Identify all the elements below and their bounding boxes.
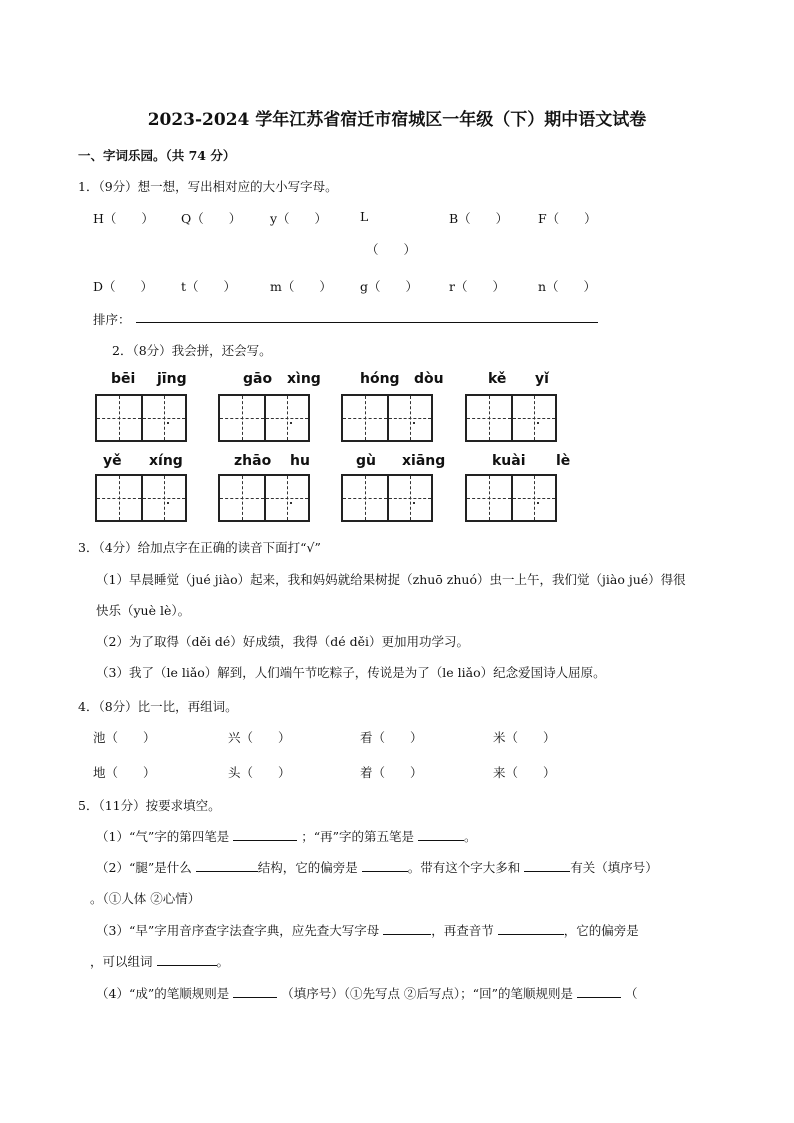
q3-line: （2）为了取得（děi dé）好成绩，我得（dé děi）更加用功学习。 xyxy=(96,634,469,649)
q5-text: （2）“腿”是什么 xyxy=(96,860,192,875)
pinyin: zhāo xyxy=(234,453,272,469)
pinyin: kuài xyxy=(492,453,526,469)
q5-text: 。 xyxy=(463,829,477,844)
sort-label: 排序： xyxy=(93,312,131,327)
q4-item: 兴（ ） xyxy=(228,730,291,745)
q1-item: （ ） xyxy=(366,242,417,257)
q4-item: 来（ ） xyxy=(493,765,556,780)
section-heading: 一、字词乐园。（共 74 分） xyxy=(78,148,236,163)
q3-line: （3）我了（le liǎo）解到，人们端午节吃粽子，传说是为了（le liǎo）纪念爱国诗人屈原。 xyxy=(96,665,606,680)
pinyin: gāo xyxy=(243,371,273,387)
answer-blank[interactable] xyxy=(577,985,621,998)
q1-item: B（ ） xyxy=(449,211,509,226)
q5-text: 结构，它的偏旁是 xyxy=(257,860,358,875)
q5-line-2 xyxy=(96,858,658,876)
q1-item: g（ ） xyxy=(360,279,419,294)
q5-line-1 xyxy=(96,827,476,845)
q4-item: 头（ ） xyxy=(228,765,291,780)
page-title: 2023-2024 学年江苏省宿迁市宿城区一年级（下）期中语文试卷 xyxy=(147,110,647,130)
q1-item: F（ ） xyxy=(538,211,597,226)
pinyin: lè xyxy=(556,453,571,469)
q1-item: t（ ） xyxy=(181,279,237,294)
writing-grid[interactable] xyxy=(465,474,557,522)
pinyin: kě xyxy=(488,371,507,387)
q1-item: D（ ） xyxy=(93,279,154,294)
answer-blank[interactable] xyxy=(524,859,570,872)
q3-line: （1）早晨睡觉（jué jiào）起来，我和妈妈就给果树捉（zhuō zhuó）虫一上午，我们觉（jiào jué）得很 xyxy=(96,572,686,587)
q4-item: 池（ ） xyxy=(93,730,156,745)
answer-blank[interactable] xyxy=(362,859,408,872)
q5-text: ，可以组词 xyxy=(90,954,153,969)
writing-grid[interactable] xyxy=(341,394,433,442)
answer-blank[interactable] xyxy=(196,859,258,872)
q1-item: n（ ） xyxy=(538,279,597,294)
question-5-stem: 5．（11分）按要求填空。 xyxy=(78,798,221,813)
question-1-stem: 1．（9分）想一想，写出相对应的大小写字母。 xyxy=(78,179,338,194)
writing-grid[interactable] xyxy=(465,394,557,442)
pinyin: xíng xyxy=(149,453,183,469)
q5-text: ；“再”字的第五笔是 xyxy=(301,829,414,844)
pinyin: jīng xyxy=(157,371,187,387)
q1-item: r（ ） xyxy=(449,279,505,294)
writing-grid[interactable] xyxy=(95,474,187,522)
q5-text: 有关（填序号） xyxy=(570,860,658,875)
writing-grid[interactable] xyxy=(95,394,187,442)
answer-blank[interactable] xyxy=(233,985,277,998)
sort-answer-line[interactable] xyxy=(136,322,598,323)
q5-text: （1）“气”字的第四笔是 xyxy=(96,829,230,844)
question-2-stem: 2．（8分）我会拼，还会写。 xyxy=(112,343,272,358)
q1-item: m（ ） xyxy=(270,279,332,294)
pinyin: yǐ xyxy=(535,371,549,387)
pinyin: hóng xyxy=(360,371,400,387)
q5-text: ，它的偏旁是 xyxy=(563,923,639,938)
q5-text: ，再查音节 xyxy=(431,923,494,938)
q5-line-3 xyxy=(96,921,639,939)
q5-text: 。（①人体 ②心情） xyxy=(90,891,201,906)
answer-blank[interactable] xyxy=(233,828,297,841)
q5-text: 。带有这个字大多和 xyxy=(407,860,521,875)
q1-item: Q（ ） xyxy=(181,211,242,226)
q5-text: （ xyxy=(624,986,638,1001)
q5-text: （填序号）（①先写点 ②后写点）；“回”的笔顺规则是 xyxy=(281,986,573,1001)
pinyin: hu xyxy=(290,453,310,469)
pinyin: xiāng xyxy=(402,453,446,469)
question-4-stem: 4．（8分）比一比，再组词。 xyxy=(78,699,238,714)
q4-item: 着（ ） xyxy=(360,765,423,780)
question-3-stem: 3．（4分）给加点字在正确的读音下面打“√” xyxy=(78,540,321,555)
pinyin: bēi xyxy=(111,371,136,387)
writing-grid[interactable] xyxy=(341,474,433,522)
pinyin: yě xyxy=(103,453,122,469)
writing-grid[interactable] xyxy=(218,474,310,522)
q5-text: （3）“早”字用音序查字法查字典，应先查大写字母 xyxy=(96,923,380,938)
q4-item: 看（ ） xyxy=(360,730,423,745)
answer-blank[interactable] xyxy=(157,953,217,966)
q4-item: 地（ ） xyxy=(93,765,156,780)
answer-blank[interactable] xyxy=(498,922,564,935)
pinyin: dòu xyxy=(414,371,444,387)
answer-blank[interactable] xyxy=(383,922,431,935)
q5-line-3b xyxy=(90,952,229,970)
q1-item: y（ ） xyxy=(270,211,328,226)
q1-item: L xyxy=(360,209,369,224)
q5-line-4 xyxy=(96,984,637,1002)
q4-item: 米（ ） xyxy=(493,730,556,745)
writing-grid[interactable] xyxy=(218,394,310,442)
q5-text: （4）“成”的笔顺规则是 xyxy=(96,986,230,1001)
pinyin: xìng xyxy=(287,371,321,387)
q1-item: H（ ） xyxy=(93,211,154,226)
q3-line: 快乐（yuè lè）。 xyxy=(96,603,191,618)
answer-blank[interactable] xyxy=(418,828,464,841)
q5-text: 。 xyxy=(216,954,230,969)
pinyin: gù xyxy=(356,453,376,469)
